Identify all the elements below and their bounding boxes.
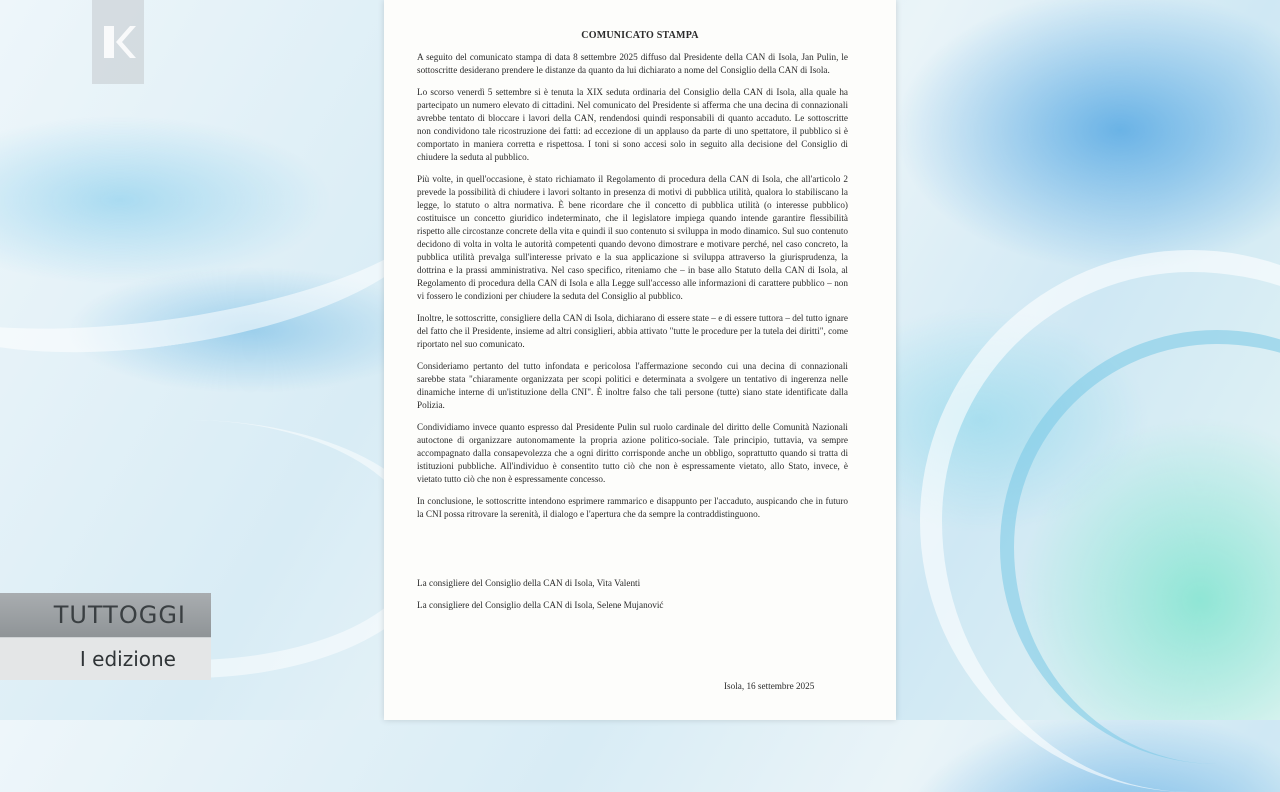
- program-banner: [0, 593, 211, 680]
- program-edition: I edizione: [0, 637, 211, 680]
- signature-line: La consigliere del Consiglio della CAN di Isola, Vita Valenti: [417, 578, 641, 588]
- program-title: TUTTOGGI: [0, 593, 211, 637]
- paragraph: In conclusione, le sottoscritte intendono esprimere rammarico e disappunto per l'accaduto, auspicando che in futuro la CNI possa ritrovare la serenità, il dialogo e l'apertura che da sempre la contraddistinguono.: [417, 496, 848, 519]
- press-release-document: [384, 0, 896, 720]
- paragraph: Lo scorso venerdì 5 settembre si è tenuta la XIX seduta ordinaria del Consiglio della CAN di Isola, alla quale ha partecipato un numero elevato di cittadini. Nel comunicato del Presidente si afferma che una decina di connazionali avrebbe tentato di bloccare i lavori della CAN, rendendosi quindi responsabili di quanto accaduto. Le sottoscritte non condividono tale ricostruzione dei fatti: ad eccezione di un applauso da parte di uno spettatore, il pubblico si è comportato in maniera corretta e rispettosa. I toni si sono accesi solo in seguito alla decisione del Consiglio di chiudere la seduta al pubblico.: [417, 87, 848, 162]
- channel-k-logo-icon: [92, 0, 144, 84]
- paragraph: Condividiamo invece quanto espresso dal Presidente Pulin sul ruolo cardinale del diritto delle Comunità Nazionali autoctone di organizzare autonomamente la propria azione politico-sociale. Tale principio, tuttavia, va sempre accompagnato dalla consapevolezza che a ogni diritto corrisponde anche un obbligo, soprattutto quando si tratta di istituzioni pubbliche. All'individuo è consentito tutto ciò che non è espressamente vietato, allo Stato, invece, è vietato tutto ciò che non è espressamente concesso.: [417, 422, 848, 484]
- document-body: [417, 51, 848, 530]
- paragraph: Inoltre, le sottoscritte, consigliere della CAN di Isola, dichiarano di essere state – e di essere tuttora – del tutto ignare del fatto che il Presidente, insieme ad altri consiglieri, abbia attivato "tutte le procedure per la tutela dei diritti", come riportato nel suo comunicato.: [417, 313, 848, 349]
- document-date: Isola, 16 settembre 2025: [724, 681, 815, 691]
- paragraph: Più volte, in quell'occasione, è stato richiamato il Regolamento di procedura della CAN di Isola, che all'articolo 2 prevede la possibilità di chiudere i lavori soltanto in presenza di motivi di pubblica utilità, qualora lo stabiliscano la legge, lo statuto o altra normativa. È bene ricordare che il concetto di pubblica utilità (o interesse pubblico) costituisce un concetto giuridico indeterminato, che il legislatore impiega quando intende garantire flessibilità rispetto alle circostanze concrete della vita e quindi il suo contenuto si sviluppa in modo dinamico. Sul suo contenuto decidono di volta in volta le autorità competenti quando devono dimostrare e motivare perché, nel caso concreto, la pubblica utilità prevalga sull'interesse privato e la sua applicazione si sviluppa attraverso la giurisprudenza, la dottrina e la prassi amministrativa. Nel caso specifico, riteniamo che – in base allo Statuto della CAN di Isola, al Regolamento di procedura della CAN di Isola e alla Legge sull'accesso alle informazioni di carattere pubblico – non vi fossero le condizioni per chiudere la seduta del Consiglio al pubblico.: [417, 174, 848, 301]
- signature-line: La consigliere del Consiglio della CAN di Isola, Selene Mujanović: [417, 600, 664, 610]
- paragraph: Consideriamo pertanto del tutto infondata e pericolosa l'affermazione secondo cui una decina di connazionali sarebbe stata "chiaramente organizzata per scopi politici e determinata a svolgere un tentativo di ingerenza nelle dinamiche interne di un'istituzione della CNI". È inoltre falso che tali persone (tutte) siano state identificate dalla Polizia.: [417, 361, 848, 410]
- paragraph: A seguito del comunicato stampa di data 8 settembre 2025 diffuso dal Presidente della CAN di Isola, Jan Pulin, le sottoscritte desiderano prendere le distanze da quanto da lui dichiarato a nome del Consiglio della CAN di Isola.: [417, 52, 848, 75]
- document-title: COMUNICATO STAMPA: [581, 30, 699, 41]
